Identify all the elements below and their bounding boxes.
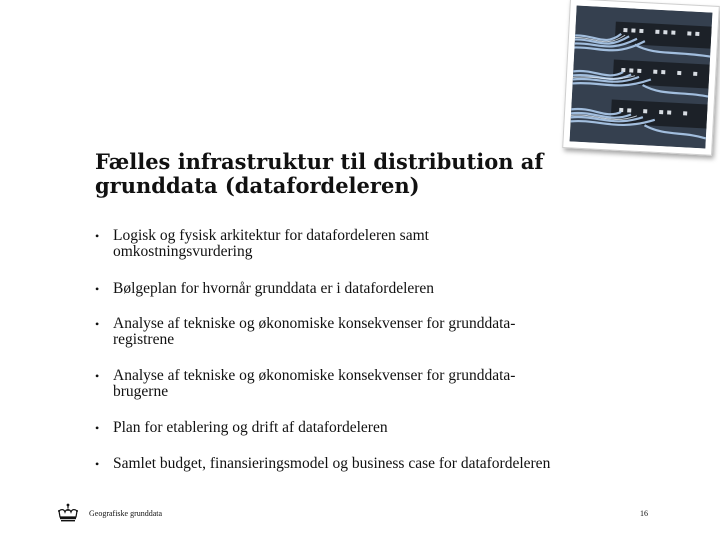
footer-label: Geografiske grunddata [89,509,163,518]
bullet-text-line-2: registrene [113,331,175,348]
slide-title-line-1: Fælles infrastruktur til distribution af [95,149,544,174]
bullet-text-line-1: Logisk og fysisk arkitektur for datafordeleren samt [113,227,429,244]
bullet-text-line-1: Plan for etablering og drift af datafordeleren [113,419,388,436]
bullet-item [95,281,655,297]
slide-title-line-2: grunddata (datafordeleren) [95,173,420,198]
bullet-text-line-2: brugerne [113,383,169,400]
bullet-item [95,368,655,400]
bullet-text-line-1: Analyse af tekniske og økonomiske konsekvenser for grunddata- [113,367,516,384]
bullet-marker: • [95,317,100,331]
bullet-text-line-1: Analyse af tekniske og økonomiske konsekvenser for grunddata- [113,315,516,332]
slide-title [95,150,615,198]
server-rack-photo [562,0,720,156]
bullet-item [95,456,655,472]
bullet-marker: • [95,457,100,471]
bullet-marker: • [95,369,100,383]
bullet-marker: • [95,421,100,435]
crown-icon [56,503,80,523]
bullet-marker: • [95,229,100,243]
bullet-text-line-1: Samlet budget, finansieringsmodel og business case for datafordeleren [113,455,551,472]
bullet-item [95,228,655,260]
page-number: 16 [640,509,648,518]
server-rack-cables-photo-icon [570,6,713,149]
bullet-item [95,316,655,348]
bullet-marker: • [95,282,100,296]
bullet-text-line-1: Bølgeplan for hvornår grunddata er i datafordeleren [113,280,435,297]
bullet-item [95,420,655,436]
bullet-text-line-2: omkostningsvurdering [113,243,253,260]
